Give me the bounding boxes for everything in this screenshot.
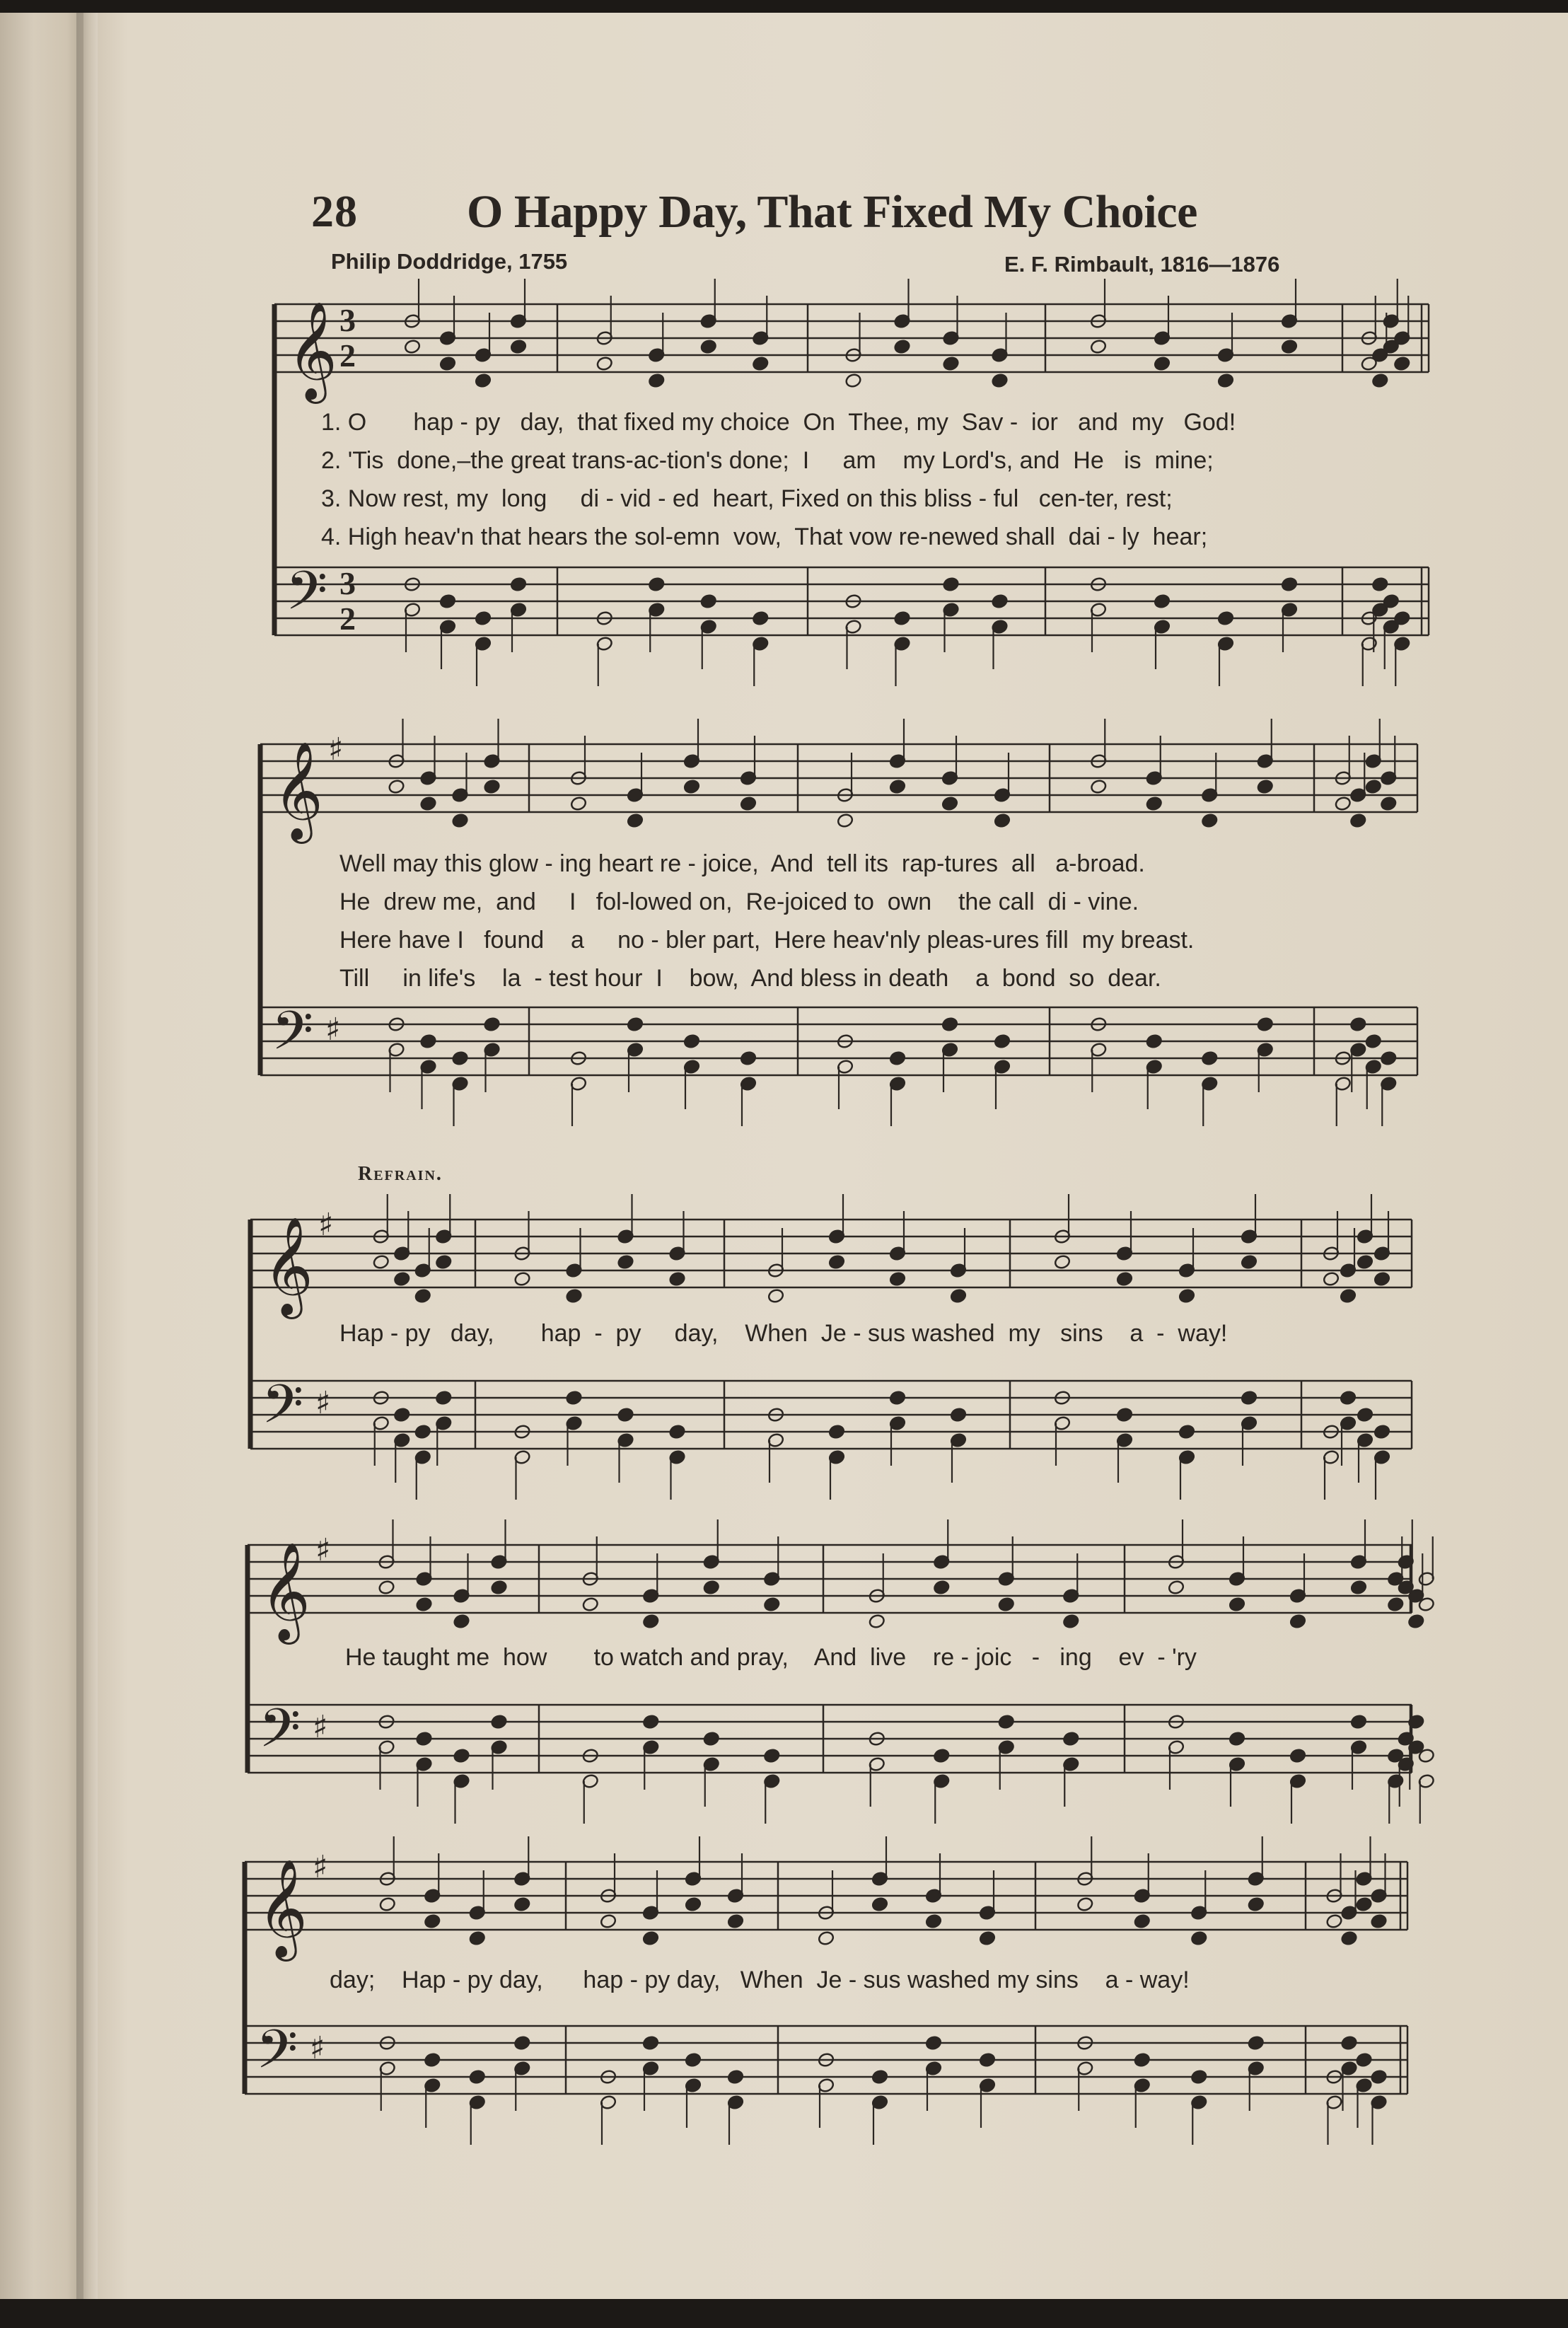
treble-note <box>1217 373 1234 388</box>
bass-note <box>752 610 769 626</box>
treble-note <box>1365 779 1382 794</box>
treble-note <box>1168 1580 1185 1595</box>
treble-note <box>925 1913 942 1929</box>
key-sharp-icon: ♯ <box>315 1385 331 1421</box>
treble-note <box>642 1614 659 1629</box>
treble-note <box>393 1271 410 1287</box>
verse-2-line-b: He drew me, and I fol-lowed on, Re-joiced to own the call di - vine. <box>339 888 1139 915</box>
bass-note <box>1154 593 1171 609</box>
treble-note <box>1371 373 1388 388</box>
bass-clef-icon: 𝄢 <box>256 2018 298 2094</box>
key-sharp-icon: ♯ <box>313 1709 328 1745</box>
bass-note <box>933 1748 950 1764</box>
verse-1-line-b: Well may this glow - ing heart re - joice, And tell its rap-tures all a-broad. <box>339 850 1145 877</box>
treble-note <box>1350 1580 1367 1595</box>
refrain-label: Refrain. <box>358 1163 443 1185</box>
bass-note <box>469 2069 486 2085</box>
refrain-line-1: Hap - py day, hap - py day, When Je - sus washed my sins a - way! <box>339 1320 1228 1347</box>
treble-note <box>600 1913 617 1929</box>
bass-note <box>414 1424 431 1440</box>
treble-note <box>1054 1254 1071 1270</box>
verse-4-line-a: 4. High heav'n that hears the sol-emn vow, That vow re-newed shall dai - ly hear; <box>321 523 1208 550</box>
treble-note <box>596 356 613 371</box>
bass-clef-icon: 𝄢 <box>286 560 328 635</box>
bass-note <box>439 593 456 609</box>
bass-clef-icon: 𝄢 <box>272 1000 314 1075</box>
treble-note <box>683 779 700 794</box>
treble-note <box>1257 779 1274 794</box>
bass-note <box>1146 1033 1163 1049</box>
treble-note <box>469 1930 486 1946</box>
treble-note <box>415 1597 432 1612</box>
bass-note <box>942 577 959 592</box>
bass-note <box>1349 1017 1366 1032</box>
refrain-line-3: day; Hap - py day, hap - py day, When Je - sus washed my sins a - way! <box>330 1967 1190 1993</box>
treble-note <box>1335 796 1352 811</box>
treble-note <box>627 813 644 828</box>
treble-note <box>1134 1913 1151 1929</box>
time-signature-digit: 2 <box>339 601 356 637</box>
treble-note <box>1340 1288 1357 1304</box>
bass-note <box>1062 1731 1079 1747</box>
bass-note <box>1257 1017 1274 1032</box>
treble-note <box>700 339 717 354</box>
key-sharp-icon: ♯ <box>318 1207 334 1243</box>
bass-note <box>1217 610 1234 626</box>
treble-note <box>991 373 1008 388</box>
treble-clef-icon: 𝄞 <box>287 301 337 400</box>
treble-note <box>582 1597 599 1612</box>
treble-note <box>1062 1614 1079 1629</box>
author-credit: Philip Doddridge, 1755 <box>331 249 568 274</box>
treble-note <box>513 1271 530 1287</box>
treble-note <box>419 796 436 811</box>
treble-note <box>1393 356 1410 371</box>
bass-note <box>510 577 527 592</box>
bass-note <box>828 1424 845 1440</box>
bass-note <box>991 593 1008 609</box>
treble-note <box>1380 796 1397 811</box>
treble-note <box>869 1614 885 1629</box>
bass-note <box>424 2052 441 2068</box>
bass-note <box>1350 1714 1367 1730</box>
time-signature-digit: 3 <box>339 302 356 338</box>
key-sharp-icon: ♯ <box>325 1012 341 1048</box>
treble-note <box>837 813 854 828</box>
treble-note <box>1323 1271 1340 1287</box>
bass-note <box>727 2069 744 2085</box>
treble-note <box>818 1930 835 1946</box>
bass-note <box>642 2035 659 2051</box>
treble-note <box>414 1288 431 1304</box>
bass-note <box>763 1748 780 1764</box>
treble-clef-icon: 𝄞 <box>263 1217 313 1315</box>
treble-note <box>994 813 1011 828</box>
bass-note <box>475 610 492 626</box>
bass-note <box>453 1748 470 1764</box>
bass-note <box>1289 1748 1306 1764</box>
treble-note <box>513 1896 530 1912</box>
treble-note <box>1325 1913 1342 1929</box>
bass-note <box>889 1050 906 1066</box>
treble-note <box>617 1254 634 1270</box>
bass-note <box>1229 1731 1245 1747</box>
treble-note <box>1154 356 1171 371</box>
bass-note <box>1116 1407 1133 1423</box>
treble-note <box>1090 339 1107 354</box>
bass-note <box>627 1017 644 1032</box>
treble-note <box>942 356 959 371</box>
treble-note <box>1349 813 1366 828</box>
time-signature-digit: 3 <box>339 565 356 601</box>
key-sharp-icon: ♯ <box>315 1532 331 1568</box>
treble-note <box>685 1896 702 1912</box>
treble-note <box>844 373 861 388</box>
verse-3-line-a: 3. Now rest, my long di - vid - ed heart, Fixed on this bliss - ful cen-ter, rest; <box>321 485 1173 512</box>
treble-clef-icon: 𝄞 <box>257 1859 308 1957</box>
verse-2-line-a: 2. 'Tis done,–the great trans-ac-tion's done; I am my Lord's, and He is mine; <box>321 447 1214 474</box>
treble-note <box>767 1288 784 1304</box>
bass-note <box>941 1017 958 1032</box>
treble-note <box>871 1896 888 1912</box>
treble-note <box>889 1271 906 1287</box>
treble-note <box>1076 1896 1093 1912</box>
verse-1-line-a: 1. O hap - py day, that fixed my choice On Thee, my Sav - ior and my God! <box>321 409 1236 436</box>
bass-note <box>685 2052 702 2068</box>
bass-note <box>1370 2069 1387 2085</box>
treble-note <box>1289 1614 1306 1629</box>
bass-note <box>740 1050 757 1066</box>
bass-note <box>683 1033 700 1049</box>
bass-note <box>565 1390 582 1406</box>
refrain-line-2: He taught me how to watch and pray, And live re - joic - ing ev - 'ry <box>345 1644 1197 1671</box>
bass-note <box>415 1731 432 1747</box>
verse-4-line-b: Till in life's la - test hour I bow, And bless in death a bond so dear. <box>339 965 1161 992</box>
treble-note <box>378 1580 395 1595</box>
treble-note <box>373 1254 390 1270</box>
treble-note <box>1178 1288 1195 1304</box>
bass-note <box>998 1714 1015 1730</box>
bass-note <box>393 1407 410 1423</box>
treble-note <box>483 779 500 794</box>
treble-note <box>727 1913 744 1929</box>
treble-note <box>998 1597 1015 1612</box>
bass-note <box>925 2035 942 2051</box>
treble-note <box>1146 796 1163 811</box>
treble-note <box>435 1254 452 1270</box>
treble-note <box>1407 1614 1424 1629</box>
treble-note <box>453 1614 470 1629</box>
bass-note <box>419 1033 436 1049</box>
bass-note <box>1178 1424 1195 1440</box>
bass-note <box>1134 2052 1151 2068</box>
bass-note <box>994 1033 1011 1049</box>
time-signature-digit: 2 <box>339 337 356 373</box>
treble-note <box>668 1271 685 1287</box>
treble-note <box>979 1930 996 1946</box>
bass-note <box>642 1714 659 1730</box>
treble-note <box>1116 1271 1133 1287</box>
bass-note <box>617 1407 634 1423</box>
bass-note <box>1190 2069 1207 2085</box>
treble-note <box>950 1288 967 1304</box>
treble-note <box>893 339 910 354</box>
treble-note <box>1281 339 1298 354</box>
bass-note <box>1201 1050 1218 1066</box>
bass-note <box>1374 1424 1390 1440</box>
bass-note <box>513 2035 530 2051</box>
treble-note <box>1374 1271 1390 1287</box>
treble-note <box>1370 1913 1387 1929</box>
bass-note <box>979 2052 996 2068</box>
bass-note <box>1248 2035 1265 2051</box>
bass-note <box>1340 1390 1357 1406</box>
treble-note <box>1340 1930 1357 1946</box>
treble-note <box>648 373 665 388</box>
bass-note <box>871 2069 888 2085</box>
treble-note <box>1248 1896 1265 1912</box>
treble-note <box>642 1930 659 1946</box>
hymn-number: 28 <box>311 186 358 236</box>
treble-note <box>752 356 769 371</box>
treble-note <box>510 339 527 354</box>
bass-note <box>950 1407 967 1423</box>
bass-note <box>1241 1390 1258 1406</box>
key-sharp-icon: ♯ <box>310 2030 325 2066</box>
bass-note <box>703 1731 720 1747</box>
treble-note <box>439 356 456 371</box>
treble-clef-icon: 𝄞 <box>260 1542 310 1640</box>
treble-clef-icon: 𝄞 <box>273 741 323 840</box>
bass-note <box>483 1017 500 1032</box>
verse-3-line-b: Here have I found a no - bler part, Here heav'nly pleas-ures fill my breast. <box>339 927 1195 954</box>
treble-note <box>1357 1254 1374 1270</box>
treble-note <box>570 796 587 811</box>
treble-note <box>1190 1930 1207 1946</box>
treble-note <box>1201 813 1218 828</box>
treble-note <box>933 1580 950 1595</box>
bass-note <box>668 1424 685 1440</box>
treble-note <box>703 1580 720 1595</box>
key-sharp-icon: ♯ <box>313 1849 328 1885</box>
treble-note <box>1241 1254 1258 1270</box>
treble-note <box>490 1580 507 1595</box>
treble-note <box>565 1288 582 1304</box>
composer-credit: E. F. Rimbault, 1816—1876 <box>1004 252 1280 277</box>
bass-note <box>490 1714 507 1730</box>
treble-note <box>1229 1597 1245 1612</box>
bass-note <box>893 610 910 626</box>
bass-note <box>889 1390 906 1406</box>
bass-note <box>648 577 665 592</box>
bass-note <box>1355 2052 1372 2068</box>
treble-note <box>424 1913 441 1929</box>
bass-note <box>435 1390 452 1406</box>
treble-note <box>763 1597 780 1612</box>
bass-note <box>1380 1050 1397 1066</box>
bass-note <box>1365 1033 1382 1049</box>
treble-note <box>740 796 757 811</box>
treble-note <box>828 1254 845 1270</box>
treble-note <box>388 779 405 794</box>
treble-note <box>941 796 958 811</box>
bass-note <box>700 593 717 609</box>
bass-note <box>1340 2035 1357 2051</box>
bass-clef-icon: 𝄢 <box>262 1373 304 1449</box>
bass-note <box>1357 1407 1374 1423</box>
bass-note <box>1281 577 1298 592</box>
bass-note <box>451 1050 468 1066</box>
treble-note <box>1355 1896 1372 1912</box>
treble-note <box>1387 1597 1404 1612</box>
treble-note <box>1090 779 1107 794</box>
treble-note <box>379 1896 396 1912</box>
key-sharp-icon: ♯ <box>328 731 344 768</box>
treble-note <box>451 813 468 828</box>
bass-note <box>1371 577 1388 592</box>
treble-note <box>889 779 906 794</box>
treble-note <box>475 373 492 388</box>
treble-note <box>404 339 421 354</box>
bass-clef-icon: 𝄢 <box>259 1697 301 1773</box>
hymn-title: O Happy Day, That Fixed My Choice <box>467 186 1197 238</box>
